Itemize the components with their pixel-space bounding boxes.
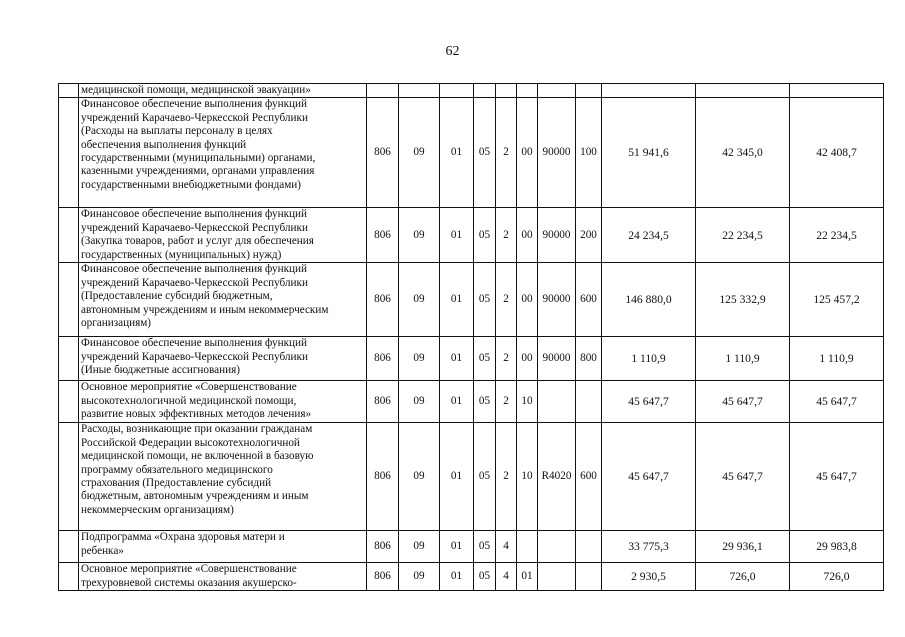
event-code-cell: 00 xyxy=(517,337,538,381)
section-code-cell: 09 xyxy=(399,337,440,381)
subprogram-code-cell xyxy=(496,84,517,98)
description-line: развитие новых эффективных методов лечения» xyxy=(81,408,312,421)
amount-cell-2: 726,0 xyxy=(696,563,790,591)
description-cell xyxy=(79,208,367,263)
description-line: трехуровневой системы оказания акушерско- xyxy=(81,576,297,589)
description-line: учреждений Карачаево-Черкесской Республики xyxy=(81,350,308,363)
expense-type-cell: 600 xyxy=(576,423,602,531)
description-line: (Предоставление субсидий бюджетным, xyxy=(81,290,273,303)
amount-cell-1: 146 880,0 xyxy=(602,263,696,337)
amount-cell-1 xyxy=(602,84,696,98)
program-code-cell: 05 xyxy=(474,563,496,591)
subsection-code-cell: 01 xyxy=(440,337,474,381)
direction-code-cell: 90000 xyxy=(538,208,576,263)
amount-cell-2: 29 936,1 xyxy=(696,531,790,563)
description-line: (Закупка товаров, работ и услуг для обеспечения xyxy=(81,235,314,248)
direction-code-cell: 90000 xyxy=(538,337,576,381)
amount-cell-3: 42 408,7 xyxy=(790,98,884,208)
description-line: ребенка» xyxy=(81,544,124,557)
description-line: учреждений Карачаево-Черкесской Республики xyxy=(81,276,308,289)
event-code-cell: 01 xyxy=(517,563,538,591)
amount-cell-3: 1 110,9 xyxy=(790,337,884,381)
margin-cell xyxy=(59,423,79,531)
table-row xyxy=(59,98,884,208)
direction-code-cell: 90000 xyxy=(538,263,576,337)
page-number: 62 xyxy=(445,44,460,59)
ministry-code-cell: 806 xyxy=(367,563,399,591)
subsection-code-cell xyxy=(440,84,474,98)
margin-cell xyxy=(59,84,79,98)
description-line: государственными (муниципальными) органами, xyxy=(81,152,316,165)
ministry-code-cell: 806 xyxy=(367,381,399,423)
subsection-code-cell: 01 xyxy=(440,98,474,208)
subprogram-code-cell: 4 xyxy=(496,563,517,591)
table-row xyxy=(59,423,884,531)
description-line: некоммерческим организациям) xyxy=(81,503,234,516)
section-code-cell: 09 xyxy=(399,563,440,591)
ministry-code-cell xyxy=(367,84,399,98)
amount-cell-2: 42 345,0 xyxy=(696,98,790,208)
event-code-cell: 00 xyxy=(517,98,538,208)
amount-cell-3: 726,0 xyxy=(790,563,884,591)
ministry-code-cell: 806 xyxy=(367,263,399,337)
section-code-cell xyxy=(399,84,440,98)
description-line: Финансовое обеспечение выполнения функций xyxy=(81,263,308,276)
description-line: казенными учреждениями, органами управления xyxy=(81,165,315,178)
amount-cell-1: 24 234,5 xyxy=(602,208,696,263)
amount-cell-2: 125 332,9 xyxy=(696,263,790,337)
description-line: (Расходы на выплаты персоналу в целях xyxy=(81,125,273,138)
amount-cell-1: 33 775,3 xyxy=(602,531,696,563)
description-line: Российской Федерации высокотехнологичной xyxy=(81,436,300,449)
amount-cell-3: 125 457,2 xyxy=(790,263,884,337)
margin-cell xyxy=(59,381,79,423)
amount-cell-3 xyxy=(790,84,884,98)
margin-cell xyxy=(59,208,79,263)
amount-cell-1: 45 647,7 xyxy=(602,381,696,423)
subsection-code-cell: 01 xyxy=(440,563,474,591)
description-cell xyxy=(79,98,367,208)
subprogram-code-cell: 2 xyxy=(496,263,517,337)
amount-cell-3: 29 983,8 xyxy=(790,531,884,563)
description-line: Финансовое обеспечение выполнения функций xyxy=(81,337,308,350)
program-code-cell xyxy=(474,84,496,98)
subprogram-code-cell: 2 xyxy=(496,381,517,423)
description-line: учреждений Карачаево-Черкесской Республики xyxy=(81,111,308,124)
direction-code-cell xyxy=(538,563,576,591)
description-cell xyxy=(79,531,367,563)
amount-cell-2: 45 647,7 xyxy=(696,423,790,531)
event-code-cell xyxy=(517,84,538,98)
margin-cell xyxy=(59,98,79,208)
section-code-cell: 09 xyxy=(399,531,440,563)
table-row xyxy=(59,531,884,563)
event-code-cell: 00 xyxy=(517,263,538,337)
subprogram-code-cell: 2 xyxy=(496,423,517,531)
direction-code-cell: 90000 xyxy=(538,98,576,208)
ministry-code-cell: 806 xyxy=(367,423,399,531)
expense-type-cell xyxy=(576,563,602,591)
description-line: организациям) xyxy=(81,317,152,330)
amount-cell-2: 1 110,9 xyxy=(696,337,790,381)
table-row xyxy=(59,84,884,98)
description-line: обеспечения выполнения функций xyxy=(81,138,247,151)
event-code-cell xyxy=(517,531,538,563)
subsection-code-cell: 01 xyxy=(440,531,474,563)
expense-type-cell xyxy=(576,381,602,423)
table-row xyxy=(59,381,884,423)
ministry-code-cell: 806 xyxy=(367,531,399,563)
program-code-cell: 05 xyxy=(474,208,496,263)
description-cell xyxy=(79,423,367,531)
ministry-code-cell: 806 xyxy=(367,98,399,208)
program-code-cell: 05 xyxy=(474,381,496,423)
description-line: медицинской помощи, не включенной в базовую xyxy=(81,450,314,463)
description-line: Финансовое обеспечение выполнения функций xyxy=(81,98,308,111)
description-line: государственных (муниципальных) нужд) xyxy=(81,248,282,261)
program-code-cell: 05 xyxy=(474,98,496,208)
program-code-cell: 05 xyxy=(474,423,496,531)
direction-code-cell xyxy=(538,381,576,423)
direction-code-cell xyxy=(538,531,576,563)
description-line: автономным учреждениям и иным некоммерческим xyxy=(81,303,329,316)
amount-cell-2: 22 234,5 xyxy=(696,208,790,263)
amount-cell-1: 2 930,5 xyxy=(602,563,696,591)
amount-cell-2 xyxy=(696,84,790,98)
subprogram-code-cell: 4 xyxy=(496,531,517,563)
event-code-cell: 00 xyxy=(517,208,538,263)
description-line: государственными внебюджетными фондами) xyxy=(81,178,302,191)
program-code-cell: 05 xyxy=(474,263,496,337)
description-line: Финансовое обеспечение выполнения функций xyxy=(81,208,308,221)
description-line: Основное мероприятие «Совершенствование xyxy=(81,381,297,394)
description-line: медицинской помощи, медицинской эвакуации» xyxy=(81,84,311,96)
subprogram-code-cell: 2 xyxy=(496,98,517,208)
section-code-cell: 09 xyxy=(399,263,440,337)
expense-type-cell: 800 xyxy=(576,337,602,381)
amount-cell-1: 51 941,6 xyxy=(602,98,696,208)
section-code-cell: 09 xyxy=(399,381,440,423)
ministry-code-cell: 806 xyxy=(367,208,399,263)
margin-cell xyxy=(59,531,79,563)
description-line: высокотехнологичной медицинской помощи, xyxy=(81,394,297,407)
table-row xyxy=(59,263,884,337)
margin-cell xyxy=(59,337,79,381)
amount-cell-2: 45 647,7 xyxy=(696,381,790,423)
expense-type-cell xyxy=(576,84,602,98)
description-line: Подпрограмма «Охрана здоровья матери и xyxy=(81,531,285,544)
subsection-code-cell: 01 xyxy=(440,423,474,531)
expense-type-cell: 600 xyxy=(576,263,602,337)
direction-code-cell xyxy=(538,84,576,98)
description-line: учреждений Карачаево-Черкесской Республики xyxy=(81,221,308,234)
event-code-cell: 10 xyxy=(517,381,538,423)
expense-type-cell: 100 xyxy=(576,98,602,208)
amount-cell-3: 45 647,7 xyxy=(790,423,884,531)
amount-cell-1: 45 647,7 xyxy=(602,423,696,531)
subsection-code-cell: 01 xyxy=(440,263,474,337)
description-cell xyxy=(79,381,367,423)
expense-type-cell: 200 xyxy=(576,208,602,263)
description-cell xyxy=(79,84,367,98)
description-line: Основное мероприятие «Совершенствование xyxy=(81,563,297,576)
subprogram-code-cell: 2 xyxy=(496,337,517,381)
description-line: Расходы, возникающие при оказании гражданам xyxy=(81,423,313,436)
program-code-cell: 05 xyxy=(474,337,496,381)
budget-table xyxy=(58,83,884,591)
section-code-cell: 09 xyxy=(399,208,440,263)
amount-cell-3: 45 647,7 xyxy=(790,381,884,423)
margin-cell xyxy=(59,263,79,337)
description-cell xyxy=(79,337,367,381)
section-code-cell: 09 xyxy=(399,98,440,208)
table-row xyxy=(59,337,884,381)
amount-cell-3: 22 234,5 xyxy=(790,208,884,263)
table-row xyxy=(59,208,884,263)
event-code-cell: 10 xyxy=(517,423,538,531)
table-row xyxy=(59,563,884,591)
amount-cell-1: 1 110,9 xyxy=(602,337,696,381)
section-code-cell: 09 xyxy=(399,423,440,531)
description-line: бюджетным, автономным учреждениям и иным xyxy=(81,490,309,503)
description-line: (Иные бюджетные ассигнования) xyxy=(81,364,240,377)
subprogram-code-cell: 2 xyxy=(496,208,517,263)
program-code-cell: 05 xyxy=(474,531,496,563)
margin-cell xyxy=(59,563,79,591)
direction-code-cell: R4020 xyxy=(538,423,576,531)
description-cell xyxy=(79,563,367,591)
description-cell xyxy=(79,263,367,337)
ministry-code-cell: 806 xyxy=(367,337,399,381)
subsection-code-cell: 01 xyxy=(440,208,474,263)
description-line: программу обязательного медицинского xyxy=(81,463,273,476)
subsection-code-cell: 01 xyxy=(440,381,474,423)
expense-type-cell xyxy=(576,531,602,563)
description-line: страхования (Предоставление субсидий xyxy=(81,477,272,490)
